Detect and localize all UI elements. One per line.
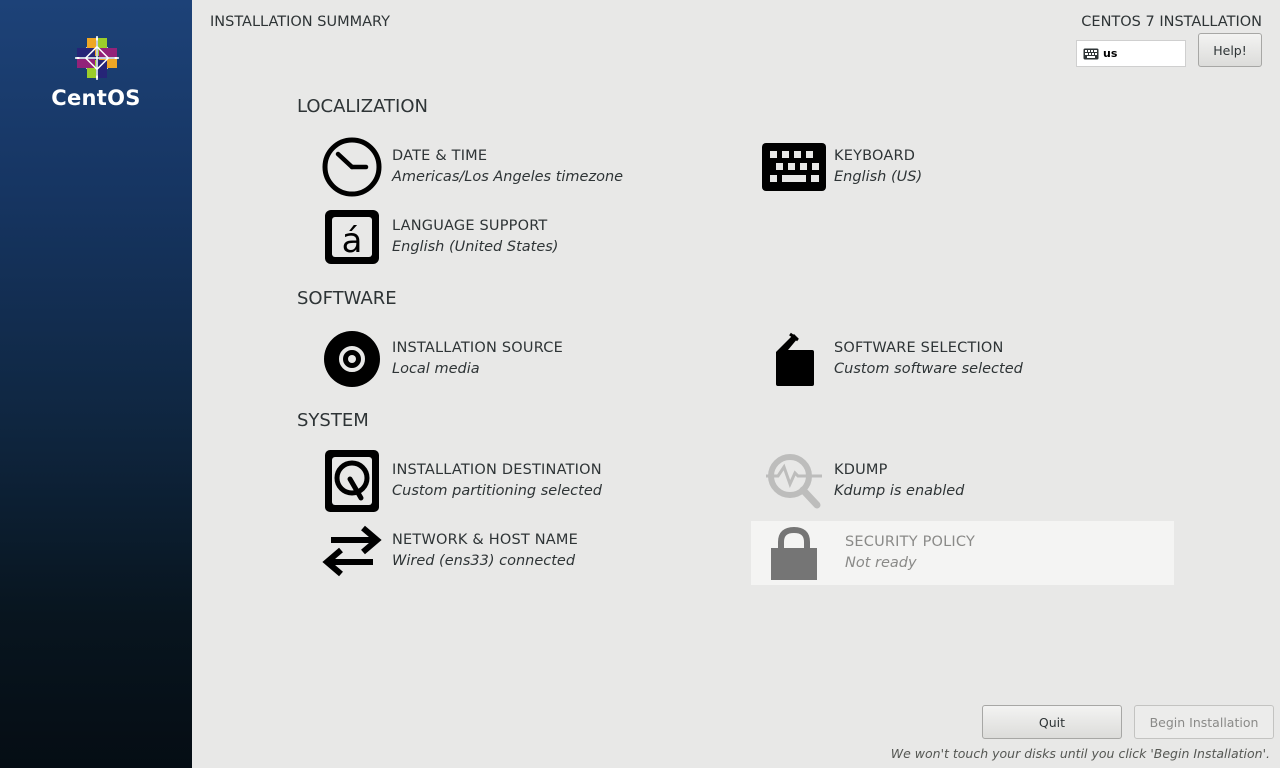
magnifier-icon	[764, 451, 824, 511]
section-title-localization: LOCALIZATION	[297, 96, 428, 117]
spoke-network-hostname[interactable]	[298, 519, 720, 583]
spoke-date-time[interactable]	[298, 135, 720, 199]
spoke-status: Wired (ens33) connected	[392, 553, 576, 569]
keyboard-icon	[1083, 48, 1099, 60]
spoke-title: SOFTWARE SELECTION	[834, 340, 1004, 356]
spoke-title: NETWORK & HOST NAME	[392, 532, 578, 548]
disc-icon	[323, 330, 381, 388]
sidebar	[0, 0, 192, 768]
spoke-status: Americas/Los Angeles timezone	[392, 169, 624, 185]
spoke-status: Custom partitioning selected	[392, 483, 602, 499]
harddisk-icon	[323, 448, 381, 514]
footer-note: We won't touch your disks until you click 'Begin Installation'.	[890, 746, 1270, 761]
spoke-status: Local media	[392, 361, 480, 377]
spoke-title: INSTALLATION SOURCE	[392, 340, 563, 356]
spoke-title: DATE & TIME	[392, 148, 488, 164]
section-title-system: SYSTEM	[297, 410, 369, 431]
svg-text:á: á	[341, 221, 363, 261]
centos-logo-text: CentOS	[51, 86, 141, 110]
spoke-software-selection[interactable]	[740, 327, 1162, 391]
language-icon	[323, 208, 381, 266]
spoke-status: Kdump is enabled	[834, 483, 965, 499]
spoke-installation-destination[interactable]	[298, 449, 720, 513]
spoke-status: Not ready	[845, 555, 917, 571]
spoke-title: INSTALLATION DESTINATION	[392, 462, 602, 478]
spoke-title: KEYBOARD	[834, 148, 916, 164]
keyboard-icon	[762, 143, 826, 191]
package-icon	[772, 332, 816, 386]
lock-icon	[769, 526, 819, 580]
page-title: INSTALLATION SUMMARY	[210, 14, 391, 30]
keyboard-layout-indicator[interactable]	[1076, 40, 1186, 67]
help-button[interactable]: Help!	[1198, 33, 1262, 67]
spoke-status: Custom software selected	[834, 361, 1023, 377]
section-title-software: SOFTWARE	[297, 288, 397, 309]
spoke-title: SECURITY POLICY	[845, 534, 976, 550]
spoke-installation-source[interactable]	[298, 327, 720, 391]
spoke-status: English (US)	[834, 169, 923, 185]
spoke-kdump[interactable]	[740, 449, 1162, 513]
spoke-title: LANGUAGE SUPPORT	[392, 218, 548, 234]
main-panel	[192, 0, 1280, 768]
clock-icon	[321, 136, 383, 198]
spoke-title: KDUMP	[834, 462, 888, 478]
quit-button[interactable]: Quit	[982, 705, 1122, 739]
product-title: CENTOS 7 INSTALLATION	[1081, 14, 1262, 30]
spoke-language-support[interactable]	[298, 205, 720, 269]
centos-logo-icon	[73, 34, 121, 82]
network-arrows-icon	[321, 522, 383, 580]
begin-installation-button[interactable]: Begin Installation	[1134, 705, 1274, 739]
keyboard-layout-label: us	[1103, 47, 1118, 60]
spoke-status: English (United States)	[392, 239, 559, 255]
spoke-security-policy[interactable]	[751, 521, 1174, 585]
spoke-keyboard[interactable]	[740, 135, 1162, 199]
